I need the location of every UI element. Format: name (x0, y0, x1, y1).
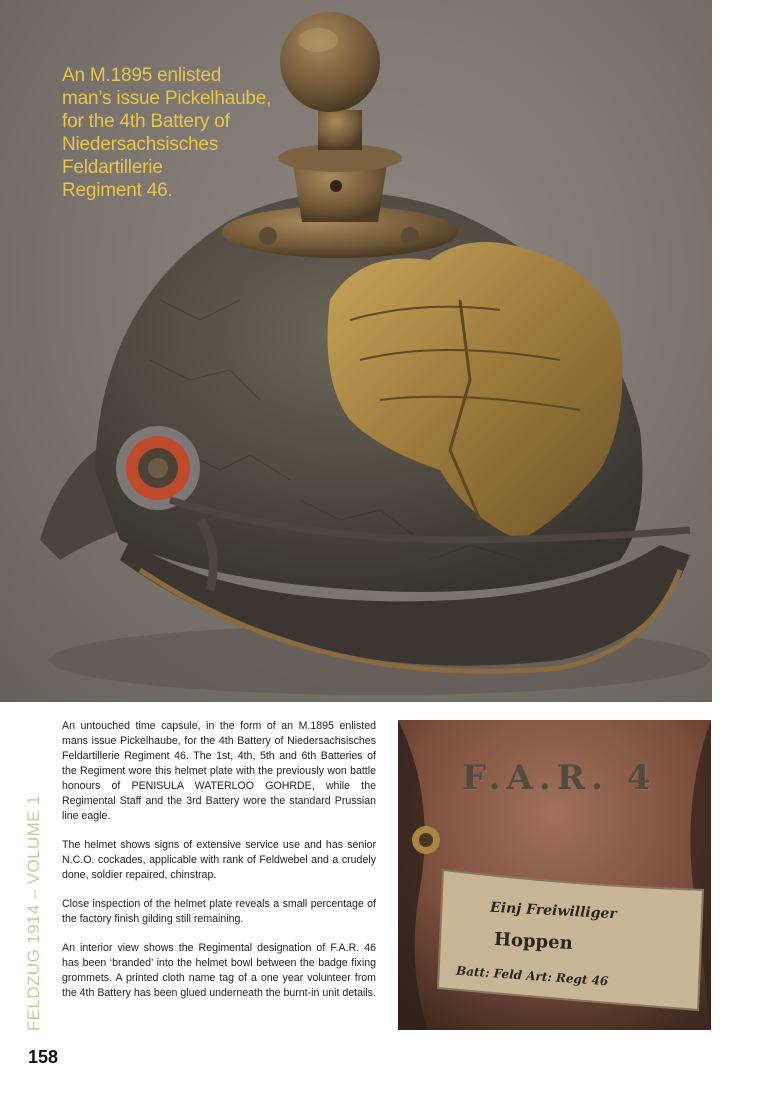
name-tag-line: Einj Freiwilliger (489, 899, 618, 923)
caption-line: An M.1895 enlisted (62, 65, 222, 86)
body-paragraph: An interior view shows the Regimental designation of F.A.R. 46 has been ‘branded’ into the helmet bowl between the badge fixing grommets. A printed cloth name tag of a one year volunteer from the 4th Battery has been glued underneath the burnt-in unit details. (62, 942, 376, 999)
name-tag-line: Hoppen (493, 928, 574, 955)
photo-caption (62, 64, 282, 202)
page-number: 158 (28, 1047, 59, 1067)
caption-line: Niedersachsisches (62, 134, 219, 155)
name-tag-line: Batt: Feld Art: Regt 46 (455, 963, 609, 989)
caption-line: man’s issue Pickelhaube, (62, 88, 272, 109)
body-paragraph: Close inspection of the helmet plate reveals a small percentage of the factory finish gilding still remaining. (62, 898, 376, 925)
article-body (62, 719, 376, 1015)
caption-line: Regiment 46. (62, 180, 173, 201)
caption-line: Feldartillerie (62, 157, 163, 178)
running-title: FELDZUG 1914 – VOLUME 1 (24, 795, 43, 1031)
branded-unit-stamp: F.A.R. 4 (462, 758, 657, 798)
caption-line: for the 4th Battery of (62, 111, 230, 132)
interior-photo (398, 720, 711, 1030)
body-paragraph: An untouched time capsule, in the form of an M.1895 enlisted mans issue Pickelhaube, for the 4th Battery of Niedersachsisches Feldartillerie Regiment 46. The 1st, 4th, 5th and 6th Batteries of the Regiment wore this helmet plate with the previously won battle honours of PENISULA WATERLOO GOHRDE, while the Regimental Staff and the 3rd Battery wore the standard Prussian line eagle. (62, 720, 376, 822)
body-paragraph: The helmet shows signs of extensive service use and has senior N.C.O. cockades, applicable with rank of Feldwebel and a crudely done, soldier repaired, chinstrap. (62, 839, 376, 881)
